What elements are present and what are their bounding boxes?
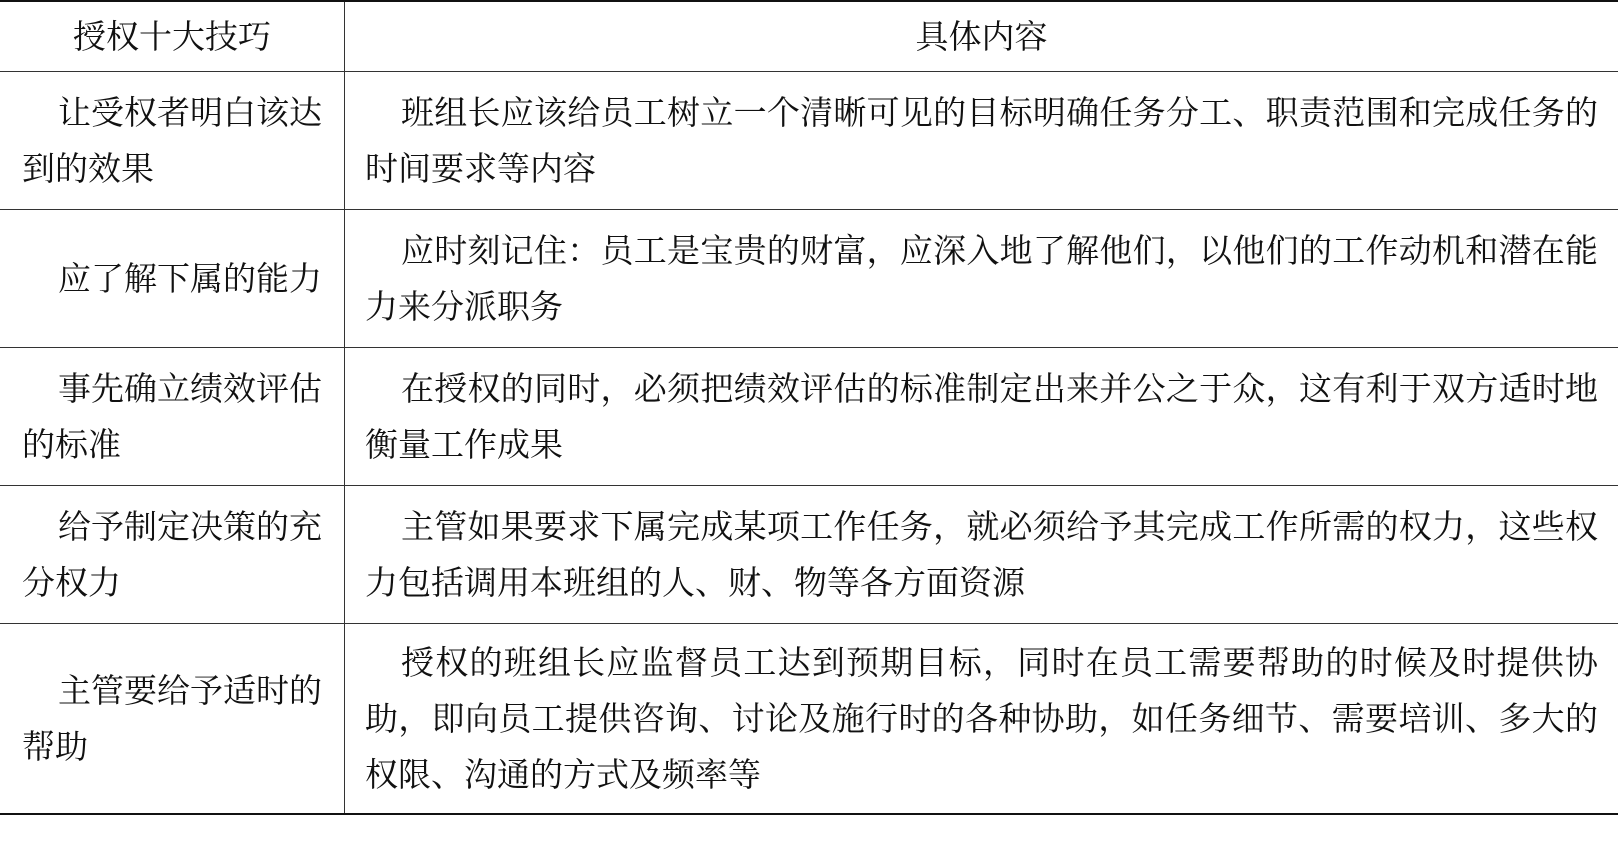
technique-cell: 应了解下属的能力 [0, 210, 345, 348]
header-row [0, 1, 1618, 72]
table-row [0, 486, 1618, 624]
table-header [0, 1, 1618, 72]
technique-cell: 主管要给予适时的帮助 [0, 624, 345, 815]
content-cell: 主管如果要求下属完成某项工作任务，就必须给予其完成工作所需的权力，这些权力包括调用本班组的人、财、物等各方面资源 [345, 486, 1618, 624]
content-cell: 班组长应该给员工树立一个清晰可见的目标明确任务分工、职责范围和完成任务的时间要求等内容 [345, 72, 1618, 210]
content-cell: 应时刻记住：员工是宝贵的财富，应深入地了解他们，以他们的工作动机和潜在能力来分派职务 [345, 210, 1618, 348]
header-content: 具体内容 [345, 1, 1618, 72]
table-row [0, 624, 1618, 815]
content-cell: 授权的班组长应监督员工达到预期目标，同时在员工需要帮助的时候及时提供协助，即向员工提供咨询、讨论及施行时的各种协助，如任务细节、需要培训、多大的权限、沟通的方式及频率等 [345, 624, 1618, 815]
table-body [0, 72, 1618, 815]
content-cell: 在授权的同时，必须把绩效评估的标准制定出来并公之于众，这有利于双方适时地衡量工作成果 [345, 348, 1618, 486]
table-row [0, 210, 1618, 348]
technique-cell: 事先确立绩效评估的标准 [0, 348, 345, 486]
table-row [0, 348, 1618, 486]
technique-cell: 给予制定决策的充分权力 [0, 486, 345, 624]
header-technique: 授权十大技巧 [0, 1, 345, 72]
technique-cell: 让受权者明白该达到的效果 [0, 72, 345, 210]
table-row [0, 72, 1618, 210]
